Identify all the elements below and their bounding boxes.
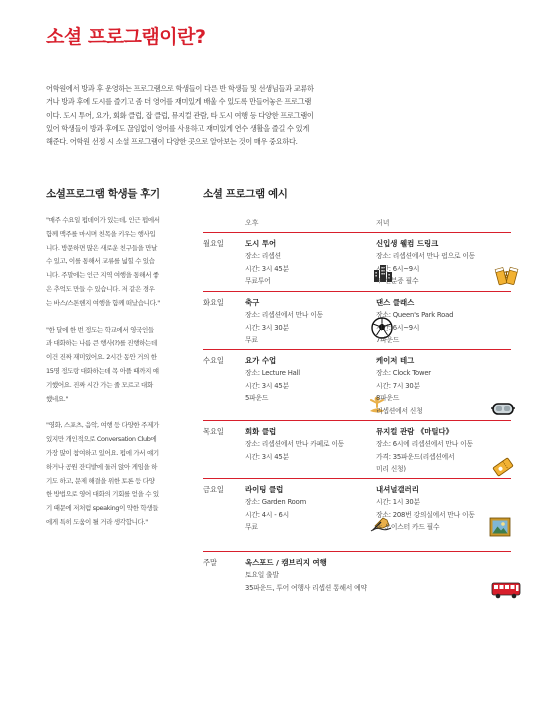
event-detail: 시간: 6시~9시 — [376, 323, 420, 332]
event-title: 댄스 클래스 — [376, 298, 415, 307]
event-cell — [376, 355, 502, 417]
schedule-row — [203, 349, 511, 420]
event-detail: 장소: Clock Tower — [376, 369, 431, 377]
event-detail: ＊ 신분증 필수 — [376, 277, 419, 285]
review-line: 하거나 공원 잔디밭에 둘러 앉아 게임을 하 — [46, 462, 158, 471]
review-line: 함께 맥주를 마시며 친목을 키우는 행사입 — [46, 229, 156, 238]
schedule-row — [203, 420, 511, 478]
event-detail: 장소: 208번 강의실에서 만나 이동 — [376, 510, 475, 519]
event-detail: 시간: 3시 45분 — [245, 264, 289, 273]
intro-line: 어학원에서 방과 후 운영하는 프로그램으로 학생들이 다른 반 학생들 및 선생님들과 교류하 — [46, 84, 314, 93]
schedule-row — [203, 478, 511, 551]
event-detail: 가격: 35파운드(리셉션에서 — [376, 452, 455, 461]
event-detail: 35파운드, 투어 여행사 리셉션 통해서 예약 — [245, 583, 367, 592]
event-cell — [245, 297, 371, 347]
intro-line: 거나 방과 후에 도시를 즐기고 좀 더 영어를 재미있게 배울 수 있도록 만들어놓은 프로그램 — [46, 97, 311, 107]
intro-line: 있어 학생들이 방과 후에도 끊임없이 영어를 사용하고 재미있게 연수 생활을 즐길 수 있게 — [46, 123, 309, 133]
event-title: 축구 — [245, 298, 260, 307]
intro-line: 해준다. 어학원 선정 시 소셜 프로그램이 다양한 곳으로 알아보는 것이 매우 중요하다. — [46, 137, 298, 147]
review-quote — [46, 419, 196, 529]
event-detail: 미리 신청) — [376, 465, 406, 473]
review-line: 가장 많이 참여하고 있어요. 펍에 가서 얘기 — [46, 448, 159, 457]
review-line: 기 때문에 저처럼 speaking이 약한 학생들 — [46, 504, 159, 513]
event-detail: 장소: Garden Room — [245, 498, 307, 506]
event-detail: 장소: Lecture Hall — [245, 369, 300, 377]
event-detail: 무료 — [245, 336, 258, 344]
schedule-heading: 소셜 프로그램 예시 — [203, 188, 288, 200]
review-line: 니다. 주말에는 인근 지역 여행을 통해서 좋 — [46, 271, 159, 280]
day-label: 금요일 — [203, 485, 224, 494]
event-title: 케이저 테그 — [376, 356, 415, 365]
review-line: 기도 하고, 문제 해결을 위한 토론 등 다양 — [46, 476, 155, 485]
event-detail: 장소: 리셉션 — [245, 252, 281, 260]
review-line: 15명 정도랑 대화하는데 목 아플 때까지 얘 — [46, 366, 159, 375]
column-header-evening: 저녁 — [376, 219, 390, 227]
event-title: 회화 클럽 — [245, 427, 277, 436]
day-label: 월요일 — [203, 239, 224, 248]
review-line: 니다. 방문하면 많은 새로운 친구들을 만날 — [46, 243, 158, 252]
schedule-table — [203, 232, 511, 600]
event-detail: 장소: Queen's Park Road — [376, 311, 454, 319]
event-detail: 무료투어 — [245, 277, 271, 285]
review-line: "한 달에 한 번 정도는 학교에서 영국인들 — [46, 325, 154, 334]
event-title: 옥스포드 / 캠브리지 여행 — [245, 558, 327, 567]
event-detail: 7파운드 — [376, 336, 400, 344]
event-detail: 8파운드 — [376, 394, 400, 402]
review-line: 했네요." — [46, 394, 69, 403]
schedule-row — [203, 551, 511, 600]
event-detail: 시간: 3시 45분 — [245, 381, 289, 390]
reviews-column — [46, 214, 196, 543]
review-line: 한 방법으로 영어 대화의 기회를 얻을 수 있 — [46, 490, 159, 499]
review-line: 과 대화하는 나름 큰 행사(?)를 진행하는데 — [46, 339, 157, 348]
event-detail: 5파운드 — [245, 394, 269, 402]
event-cell — [376, 238, 502, 288]
review-line: 있지만 개인적으로 Conversation Club에 — [46, 435, 157, 444]
event-detail: 장소: 6시에 리셉션에서 만나 이동 — [376, 440, 473, 448]
schedule-row — [203, 232, 511, 291]
event-detail: 시간: 6시~9시 — [376, 264, 420, 273]
review-quote — [46, 324, 196, 407]
event-detail: 장소: 리셉션에서 만나 펍으로 이동 — [376, 252, 476, 260]
event-detail: 시간: 3시 30분 — [245, 323, 289, 332]
event-detail: 리셉션에서 신청 — [376, 406, 423, 415]
event-title: 도시 투어 — [245, 239, 277, 248]
beer-toast-icon — [494, 264, 520, 292]
reviews-heading: 소셜프로그램 학생들 후기 — [46, 188, 160, 200]
review-line: 은 추억도 만들 수 있습니다. 저 같은 경우 — [46, 284, 155, 293]
intro-line: 이다. 도시 투어, 요가, 회화 클럽, 잡 클럽, 뮤지컬 관람, 타 도시 여행 등 다양한 프로그램이 — [46, 110, 314, 120]
day-label: 수요일 — [203, 356, 224, 365]
page-title: 소셜 프로그램이란? — [46, 26, 206, 48]
event-detail: 시간: 3시 45분 — [245, 452, 289, 461]
event-cell — [245, 557, 505, 594]
event-detail: 시간: 1시 30분 — [376, 498, 420, 506]
event-cell — [245, 355, 371, 405]
event-detail: 장소: 리셉션에서 만나 이동 — [245, 311, 323, 319]
column-header-afternoon: 오후 — [245, 219, 259, 227]
event-cell — [245, 238, 371, 288]
intro-paragraph — [46, 82, 506, 148]
day-label: 목요일 — [203, 427, 224, 436]
event-detail: 토요일 출발 — [245, 571, 279, 579]
review-line: "매주 수요일 펍데이가 있는데, 인근 펍에서 — [46, 216, 160, 224]
event-title: 요가 수업 — [245, 356, 277, 365]
event-cell — [376, 426, 502, 476]
event-cell — [245, 426, 371, 463]
event-cell — [245, 484, 371, 534]
goggles-icon — [490, 401, 516, 420]
event-cell — [376, 297, 502, 347]
painting-icon — [489, 517, 511, 541]
review-line: 이건 진짜 재미있어요. 2시간 동안 거의 한 — [46, 353, 157, 362]
event-title: 뮤지컬 관람 《마틸다》 — [376, 427, 454, 436]
review-line: 는 바스/스톤헨지 여행을 함께 떠났습니다." — [46, 298, 160, 307]
review-line: 수 있고, 이를 통해서 교류를 넓힐 수 있습 — [46, 257, 155, 266]
event-title: 내셔널갤러리 — [376, 485, 419, 494]
event-cell — [376, 484, 502, 534]
event-title: 라이팅 클럽 — [245, 485, 284, 494]
bus-icon — [491, 581, 521, 603]
event-detail: 시간: 7시 30분 — [376, 381, 420, 390]
schedule-row — [203, 291, 511, 349]
review-line: 기했어요. 진짜 시간 가는 줄 모르고 대화 — [46, 380, 153, 389]
event-detail: 장소: 리셉션에서 만나 카페로 이동 — [245, 440, 345, 448]
review-line: 에게 특히 도움이 될 거라 생각합니다." — [46, 517, 148, 526]
event-detail: 시간: 4시 - 6시 — [245, 510, 289, 519]
day-label: 화요일 — [203, 298, 224, 307]
review-quote — [46, 214, 196, 311]
event-detail: ＊ 오이스터 카드 필수 — [376, 523, 440, 531]
event-detail: 무료 — [245, 523, 258, 531]
day-label: 주말 — [203, 558, 217, 567]
event-title: 신입생 웰컴 드링크 — [376, 239, 439, 248]
review-line: "영화, 스포츠, 음악, 여행 등 다양한 주제가 — [46, 421, 159, 430]
